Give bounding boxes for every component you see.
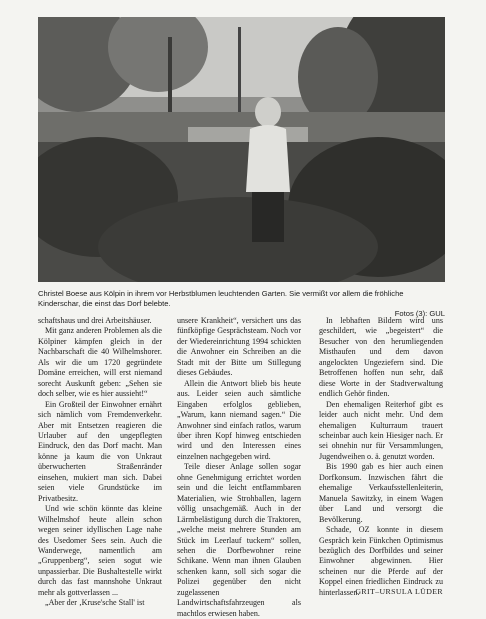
paragraph: Mit ganz anderen Problemen als die Kölpiner kämpfen gleich in der Nachbarschaft die 40 Wilhelmshorer. Als wir die um 1720 gegründete Domäne erreichen, will erst niemand sorecht Auskunft geben: „Sehen sie doch selber, wie es hier aussieht!“ xyxy=(38,326,162,399)
article-column-2 xyxy=(177,316,301,619)
paragraph: Allein die Antwort blieb bis heute aus. Leider seien auch sämtliche Eingaben erfolglos geblieben, „Warum, kann niemand sagen.“ Die Anwohner sind einfach ratlos, warum über ihren Kopf hinweg entschieden wird und den Interessen eines einzelnen nachgegeben wird. xyxy=(177,378,301,461)
caption-text: Christel Boese aus Kölpin in ihrem vor Herbstblumen leuchtenden Garten. Sie vermißt vor allem die fröhliche Kinderschar, die einst das Dorf belebte. xyxy=(38,289,404,308)
paragraph: Bis 1990 gab es hier auch einen Dorfkonsum. Inzwischen fährt die ehemalige Verkaufsstellenleiterin, Manuela Sawitzky, in einem Wagen über Land und versorgt die Bevölkerung. xyxy=(319,462,443,524)
garden-photo xyxy=(38,17,445,282)
paragraph: Teile dieser Anlage sollen sogar ohne Genehmigung errichtet worden sein und die leicht entflammbaren Materialien, wie Strohballen, lagern völlig unsachgemäß. Auch in der Lärmbelästigung durch die Traktoren, „welche meist mehrere Stunden am Stück im Leerlauf tuckern“ sollen, sehen die Dorfbewohner reine Schikane. Wenn man ihnen Glauben schenken kann, soll sich sogar die Polizei gegenüber den nicht zugelassenen Landwirtschaftsfahrzeugen als machtlos erwiesen haben. xyxy=(177,462,301,618)
paragraph: schaftshaus und drei Arbeitshäuser. xyxy=(38,316,152,325)
paragraph: Schade, OZ konnte in diesem Gespräch kein Fünkchen Optimismus bezüglich des Dorfbildes und seiner Einwohner abgewinnen. Hier scheinen nur die Pferde auf der Koppel einen friedlichen Eindruck zu hinterlassen. xyxy=(319,525,443,597)
photo-caption xyxy=(38,289,445,319)
paragraph: Ein Großteil der Einwohner ernährt sich nämlich vom Fremdenverkehr. Aber mit Entsetzen reagieren die Urlauber auf den ungepflegten Eindruck, den das Dorf macht. Man könne ja kaum die von Unkraut überwucherten Straßenränder einsehen, mukiert man sich. Dabei seien viele Grundstücke im Privatbesitz. xyxy=(38,399,162,503)
article-column-1 xyxy=(38,316,162,609)
paragraph: In lebhaften Bildern wird uns geschildert, wie „begeistert“ die Besucher von den herumliegenden Misthaufen und dem davon angelockten Ungeziefern sind. Die Betroffenen hoffen nun sehr, daß diese Worte in der Stadtverwaltung endlich Gehör finden. xyxy=(319,316,443,399)
paragraph: Und wie schön könnte das kleine Wilhelmshof heute allein schon wegen seiner idyllischen Lage nahe des Usedomer Sees sein. Auch die Wanderwege, namentlich am „Gruppenberg“, seien sogut wie unpassierbar. Die Bushaltestelle wirkt durch das fast mannshohe Unkraut mehr als gottverlassen ... xyxy=(38,504,162,597)
paragraph: „Aber der ‚Kruse'sche Stall' ist xyxy=(45,598,145,608)
article-column-3 xyxy=(319,316,443,598)
paragraph: unsere Krankheit“, versichert uns das fünfköpfige Gesprächsteam. Noch vor der Wiedereinrichtung 1994 schickten die Anwohner ein Schreiben an die Stadt mit der Bitte um Stillegung dieses Gebäudes. xyxy=(177,316,301,378)
garden-scene-illustration xyxy=(38,17,445,282)
author-signature: GRIT–URSULA LÜDER xyxy=(355,587,443,596)
paragraph: Den ehemaligen Reiterhof gibt es leider auch nicht mehr. Und dem ehemaligen Kulturraum trauert scheinbar auch kein Hiesiger nach. Er sei ohnehin nur für Versammlungen, Jugendweihen o. ä. genutzt worden. xyxy=(319,399,443,461)
photo-credit: Fotos (3): GUL xyxy=(394,309,445,318)
